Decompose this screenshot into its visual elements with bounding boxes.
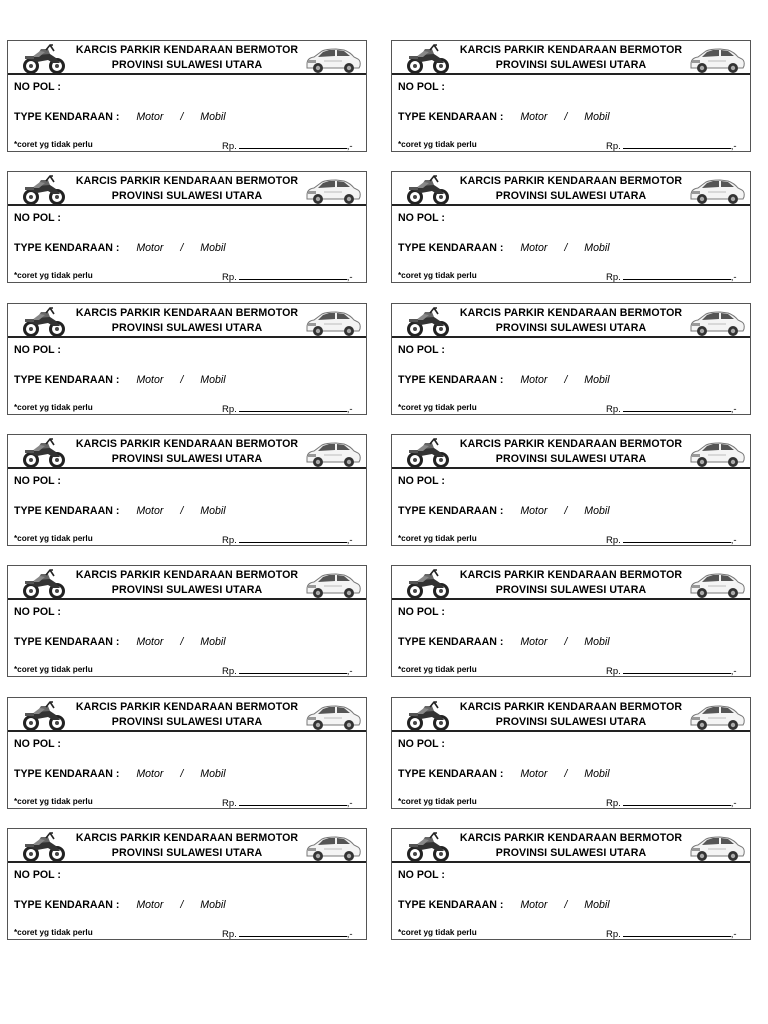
price-suffix: ,- bbox=[346, 929, 353, 940]
no-pol-label: NO POL : bbox=[398, 81, 445, 93]
ticket-header bbox=[8, 304, 366, 338]
price-label: Rp. bbox=[222, 798, 237, 809]
price-blank-line bbox=[239, 139, 347, 149]
parking-ticket bbox=[391, 40, 751, 152]
option-motor: Motor bbox=[520, 111, 548, 123]
option-separator: / bbox=[180, 505, 184, 517]
price-field bbox=[222, 927, 353, 940]
price-blank-line bbox=[623, 533, 731, 543]
price-field bbox=[222, 533, 353, 546]
vehicle-type-row bbox=[398, 636, 610, 648]
option-motor: Motor bbox=[520, 242, 548, 254]
price-suffix: ,- bbox=[346, 798, 353, 809]
motorcycle-icon bbox=[20, 698, 66, 732]
title-line-2: PROVINSI SULAWESI UTARA bbox=[111, 322, 263, 334]
option-mobil: Mobil bbox=[584, 374, 610, 386]
parking-ticket bbox=[391, 565, 751, 677]
ticket-title bbox=[458, 568, 684, 598]
ticket-header bbox=[8, 829, 366, 863]
no-pol-label: NO POL : bbox=[14, 606, 61, 618]
motorcycle-icon bbox=[20, 829, 66, 863]
option-motor: Motor bbox=[136, 374, 164, 386]
parking-ticket bbox=[391, 171, 751, 283]
vehicle-type-row bbox=[398, 374, 610, 386]
title-line-1: KARCIS PARKIR KENDARAAN BERMOTOR bbox=[459, 438, 683, 450]
title-line-2: PROVINSI SULAWESI UTARA bbox=[495, 716, 647, 728]
price-blank-line bbox=[239, 796, 347, 806]
option-motor: Motor bbox=[136, 636, 164, 648]
option-separator: / bbox=[564, 768, 568, 780]
ticket-title bbox=[458, 174, 684, 204]
option-separator: / bbox=[564, 111, 568, 123]
option-separator: / bbox=[564, 899, 568, 911]
strike-note: *coret yg tidak perlu bbox=[14, 534, 93, 543]
price-label: Rp. bbox=[222, 272, 237, 283]
price-blank-line bbox=[623, 927, 731, 937]
price-field bbox=[606, 927, 737, 940]
vehicle-type-label: TYPE KENDARAAN : bbox=[14, 111, 120, 123]
car-icon bbox=[688, 44, 746, 74]
title-line-1: KARCIS PARKIR KENDARAAN BERMOTOR bbox=[459, 44, 683, 56]
price-field bbox=[606, 796, 737, 809]
title-line-1: KARCIS PARKIR KENDARAAN BERMOTOR bbox=[75, 175, 299, 187]
ticket-title bbox=[74, 831, 300, 861]
no-pol-label: NO POL : bbox=[398, 475, 445, 487]
price-field bbox=[606, 402, 737, 415]
parking-ticket bbox=[7, 171, 367, 283]
price-suffix: ,- bbox=[730, 141, 737, 152]
vehicle-type-row bbox=[14, 768, 226, 780]
option-mobil: Mobil bbox=[200, 899, 226, 911]
no-pol-label: NO POL : bbox=[14, 869, 61, 881]
ticket-title bbox=[74, 437, 300, 467]
option-motor: Motor bbox=[520, 505, 548, 517]
price-field bbox=[606, 139, 737, 152]
motorcycle-icon bbox=[20, 304, 66, 338]
price-suffix: ,- bbox=[346, 404, 353, 415]
option-separator: / bbox=[180, 768, 184, 780]
ticket-header bbox=[392, 698, 750, 732]
title-line-1: KARCIS PARKIR KENDARAAN BERMOTOR bbox=[75, 832, 299, 844]
vehicle-type-label: TYPE KENDARAAN : bbox=[398, 636, 504, 648]
motorcycle-icon bbox=[404, 829, 450, 863]
parking-ticket bbox=[7, 828, 367, 940]
title-line-1: KARCIS PARKIR KENDARAAN BERMOTOR bbox=[75, 438, 299, 450]
car-icon bbox=[304, 307, 362, 337]
car-icon bbox=[688, 175, 746, 205]
title-line-2: PROVINSI SULAWESI UTARA bbox=[495, 847, 647, 859]
ticket-title bbox=[74, 43, 300, 73]
strike-note: *coret yg tidak perlu bbox=[398, 271, 477, 280]
price-label: Rp. bbox=[222, 929, 237, 940]
motorcycle-icon bbox=[404, 435, 450, 469]
title-line-2: PROVINSI SULAWESI UTARA bbox=[495, 322, 647, 334]
price-blank-line bbox=[239, 664, 347, 674]
car-icon bbox=[688, 701, 746, 731]
parking-ticket bbox=[391, 828, 751, 940]
title-line-1: KARCIS PARKIR KENDARAAN BERMOTOR bbox=[75, 569, 299, 581]
price-field bbox=[606, 533, 737, 546]
vehicle-type-row bbox=[14, 242, 226, 254]
price-label: Rp. bbox=[222, 141, 237, 152]
title-line-1: KARCIS PARKIR KENDARAAN BERMOTOR bbox=[459, 307, 683, 319]
ticket-title bbox=[74, 700, 300, 730]
ticket-title bbox=[458, 437, 684, 467]
price-suffix: ,- bbox=[730, 929, 737, 940]
option-separator: / bbox=[180, 374, 184, 386]
ticket-header bbox=[392, 435, 750, 469]
price-label: Rp. bbox=[606, 929, 621, 940]
vehicle-type-label: TYPE KENDARAAN : bbox=[398, 242, 504, 254]
price-suffix: ,- bbox=[730, 798, 737, 809]
option-separator: / bbox=[180, 636, 184, 648]
parking-ticket bbox=[7, 303, 367, 415]
option-mobil: Mobil bbox=[584, 636, 610, 648]
title-line-1: KARCIS PARKIR KENDARAAN BERMOTOR bbox=[459, 175, 683, 187]
ticket-header bbox=[392, 566, 750, 600]
option-mobil: Mobil bbox=[200, 374, 226, 386]
price-label: Rp. bbox=[222, 666, 237, 677]
parking-ticket bbox=[7, 40, 367, 152]
motorcycle-icon bbox=[404, 172, 450, 206]
vehicle-type-row bbox=[14, 505, 226, 517]
ticket-title bbox=[458, 700, 684, 730]
motorcycle-icon bbox=[20, 566, 66, 600]
vehicle-type-label: TYPE KENDARAAN : bbox=[398, 899, 504, 911]
price-blank-line bbox=[623, 270, 731, 280]
vehicle-type-label: TYPE KENDARAAN : bbox=[14, 242, 120, 254]
strike-note: *coret yg tidak perlu bbox=[398, 797, 477, 806]
parking-ticket bbox=[391, 697, 751, 809]
title-line-2: PROVINSI SULAWESI UTARA bbox=[495, 584, 647, 596]
price-label: Rp. bbox=[606, 404, 621, 415]
car-icon bbox=[688, 307, 746, 337]
price-blank-line bbox=[239, 927, 347, 937]
parking-ticket bbox=[7, 434, 367, 546]
vehicle-type-row bbox=[398, 505, 610, 517]
option-separator: / bbox=[180, 899, 184, 911]
no-pol-label: NO POL : bbox=[14, 81, 61, 93]
price-blank-line bbox=[239, 533, 347, 543]
option-motor: Motor bbox=[136, 899, 164, 911]
ticket-header bbox=[8, 698, 366, 732]
price-label: Rp. bbox=[606, 535, 621, 546]
vehicle-type-row bbox=[14, 374, 226, 386]
no-pol-label: NO POL : bbox=[398, 606, 445, 618]
option-motor: Motor bbox=[136, 111, 164, 123]
ticket-header bbox=[8, 172, 366, 206]
title-line-1: KARCIS PARKIR KENDARAAN BERMOTOR bbox=[75, 307, 299, 319]
option-mobil: Mobil bbox=[584, 899, 610, 911]
ticket-header bbox=[8, 435, 366, 469]
price-suffix: ,- bbox=[346, 535, 353, 546]
strike-note: *coret yg tidak perlu bbox=[398, 928, 477, 937]
strike-note: *coret yg tidak perlu bbox=[398, 534, 477, 543]
car-icon bbox=[304, 175, 362, 205]
option-separator: / bbox=[564, 505, 568, 517]
price-field bbox=[222, 270, 353, 283]
price-label: Rp. bbox=[606, 798, 621, 809]
strike-note: *coret yg tidak perlu bbox=[14, 665, 93, 674]
ticket-title bbox=[74, 174, 300, 204]
ticket-title bbox=[458, 306, 684, 336]
price-label: Rp. bbox=[606, 272, 621, 283]
car-icon bbox=[304, 569, 362, 599]
option-motor: Motor bbox=[520, 768, 548, 780]
price-blank-line bbox=[239, 402, 347, 412]
option-motor: Motor bbox=[520, 374, 548, 386]
car-icon bbox=[304, 44, 362, 74]
car-icon bbox=[688, 438, 746, 468]
no-pol-label: NO POL : bbox=[398, 738, 445, 750]
strike-note: *coret yg tidak perlu bbox=[398, 140, 477, 149]
title-line-1: KARCIS PARKIR KENDARAAN BERMOTOR bbox=[459, 569, 683, 581]
vehicle-type-label: TYPE KENDARAAN : bbox=[14, 899, 120, 911]
price-label: Rp. bbox=[222, 535, 237, 546]
option-motor: Motor bbox=[136, 505, 164, 517]
no-pol-label: NO POL : bbox=[14, 212, 61, 224]
vehicle-type-row bbox=[14, 111, 226, 123]
strike-note: *coret yg tidak perlu bbox=[14, 403, 93, 412]
option-mobil: Mobil bbox=[584, 505, 610, 517]
price-blank-line bbox=[623, 664, 731, 674]
option-motor: Motor bbox=[136, 768, 164, 780]
vehicle-type-row bbox=[398, 242, 610, 254]
ticket-header bbox=[8, 566, 366, 600]
option-mobil: Mobil bbox=[584, 242, 610, 254]
car-icon bbox=[304, 438, 362, 468]
option-mobil: Mobil bbox=[584, 111, 610, 123]
ticket-title bbox=[74, 568, 300, 598]
vehicle-type-label: TYPE KENDARAAN : bbox=[398, 111, 504, 123]
price-suffix: ,- bbox=[346, 141, 353, 152]
strike-note: *coret yg tidak perlu bbox=[398, 403, 477, 412]
parking-ticket bbox=[7, 565, 367, 677]
price-blank-line bbox=[623, 796, 731, 806]
price-suffix: ,- bbox=[346, 272, 353, 283]
ticket-title bbox=[458, 831, 684, 861]
no-pol-label: NO POL : bbox=[398, 869, 445, 881]
ticket-header bbox=[392, 172, 750, 206]
ticket-header bbox=[392, 41, 750, 75]
ticket-header bbox=[392, 304, 750, 338]
parking-ticket bbox=[7, 697, 367, 809]
strike-note: *coret yg tidak perlu bbox=[14, 140, 93, 149]
vehicle-type-label: TYPE KENDARAAN : bbox=[398, 768, 504, 780]
price-label: Rp. bbox=[606, 141, 621, 152]
car-icon bbox=[304, 701, 362, 731]
price-label: Rp. bbox=[606, 666, 621, 677]
motorcycle-icon bbox=[404, 304, 450, 338]
price-field bbox=[222, 139, 353, 152]
price-suffix: ,- bbox=[730, 404, 737, 415]
no-pol-label: NO POL : bbox=[14, 738, 61, 750]
car-icon bbox=[688, 832, 746, 862]
option-separator: / bbox=[564, 242, 568, 254]
option-motor: Motor bbox=[520, 636, 548, 648]
option-mobil: Mobil bbox=[584, 768, 610, 780]
motorcycle-icon bbox=[20, 435, 66, 469]
price-suffix: ,- bbox=[730, 272, 737, 283]
price-field bbox=[606, 270, 737, 283]
title-line-2: PROVINSI SULAWESI UTARA bbox=[111, 453, 263, 465]
title-line-2: PROVINSI SULAWESI UTARA bbox=[495, 190, 647, 202]
title-line-2: PROVINSI SULAWESI UTARA bbox=[111, 716, 263, 728]
vehicle-type-label: TYPE KENDARAAN : bbox=[398, 505, 504, 517]
motorcycle-icon bbox=[404, 698, 450, 732]
motorcycle-icon bbox=[404, 41, 450, 75]
title-line-2: PROVINSI SULAWESI UTARA bbox=[495, 59, 647, 71]
option-mobil: Mobil bbox=[200, 505, 226, 517]
ticket-title bbox=[74, 306, 300, 336]
price-blank-line bbox=[623, 139, 731, 149]
title-line-1: KARCIS PARKIR KENDARAAN BERMOTOR bbox=[459, 832, 683, 844]
option-mobil: Mobil bbox=[200, 768, 226, 780]
title-line-1: KARCIS PARKIR KENDARAAN BERMOTOR bbox=[75, 701, 299, 713]
price-field bbox=[222, 796, 353, 809]
vehicle-type-label: TYPE KENDARAAN : bbox=[14, 768, 120, 780]
price-suffix: ,- bbox=[346, 666, 353, 677]
price-blank-line bbox=[239, 270, 347, 280]
strike-note: *coret yg tidak perlu bbox=[14, 797, 93, 806]
price-field bbox=[222, 664, 353, 677]
strike-note: *coret yg tidak perlu bbox=[398, 665, 477, 674]
option-separator: / bbox=[180, 111, 184, 123]
vehicle-type-label: TYPE KENDARAAN : bbox=[14, 636, 120, 648]
motorcycle-icon bbox=[20, 172, 66, 206]
strike-note: *coret yg tidak perlu bbox=[14, 928, 93, 937]
ticket-header bbox=[392, 829, 750, 863]
no-pol-label: NO POL : bbox=[398, 212, 445, 224]
title-line-1: KARCIS PARKIR KENDARAAN BERMOTOR bbox=[459, 701, 683, 713]
ticket-header bbox=[8, 41, 366, 75]
option-separator: / bbox=[564, 636, 568, 648]
price-label: Rp. bbox=[222, 404, 237, 415]
option-separator: / bbox=[180, 242, 184, 254]
vehicle-type-label: TYPE KENDARAAN : bbox=[398, 374, 504, 386]
ticket-title bbox=[458, 43, 684, 73]
car-icon bbox=[688, 569, 746, 599]
parking-ticket bbox=[391, 434, 751, 546]
option-motor: Motor bbox=[520, 899, 548, 911]
motorcycle-icon bbox=[20, 41, 66, 75]
price-suffix: ,- bbox=[730, 666, 737, 677]
price-field bbox=[606, 664, 737, 677]
vehicle-type-label: TYPE KENDARAAN : bbox=[14, 374, 120, 386]
title-line-2: PROVINSI SULAWESI UTARA bbox=[111, 847, 263, 859]
vehicle-type-row bbox=[398, 899, 610, 911]
option-mobil: Mobil bbox=[200, 636, 226, 648]
price-blank-line bbox=[623, 402, 731, 412]
title-line-1: KARCIS PARKIR KENDARAAN BERMOTOR bbox=[75, 44, 299, 56]
price-field bbox=[222, 402, 353, 415]
price-suffix: ,- bbox=[730, 535, 737, 546]
option-separator: / bbox=[564, 374, 568, 386]
vehicle-type-label: TYPE KENDARAAN : bbox=[14, 505, 120, 517]
motorcycle-icon bbox=[404, 566, 450, 600]
vehicle-type-row bbox=[398, 768, 610, 780]
option-motor: Motor bbox=[136, 242, 164, 254]
strike-note: *coret yg tidak perlu bbox=[14, 271, 93, 280]
vehicle-type-row bbox=[14, 899, 226, 911]
title-line-2: PROVINSI SULAWESI UTARA bbox=[111, 190, 263, 202]
no-pol-label: NO POL : bbox=[398, 344, 445, 356]
vehicle-type-row bbox=[398, 111, 610, 123]
option-mobil: Mobil bbox=[200, 111, 226, 123]
no-pol-label: NO POL : bbox=[14, 344, 61, 356]
parking-ticket bbox=[391, 303, 751, 415]
title-line-2: PROVINSI SULAWESI UTARA bbox=[111, 59, 263, 71]
no-pol-label: NO POL : bbox=[14, 475, 61, 487]
car-icon bbox=[304, 832, 362, 862]
option-mobil: Mobil bbox=[200, 242, 226, 254]
title-line-2: PROVINSI SULAWESI UTARA bbox=[111, 584, 263, 596]
vehicle-type-row bbox=[14, 636, 226, 648]
title-line-2: PROVINSI SULAWESI UTARA bbox=[495, 453, 647, 465]
